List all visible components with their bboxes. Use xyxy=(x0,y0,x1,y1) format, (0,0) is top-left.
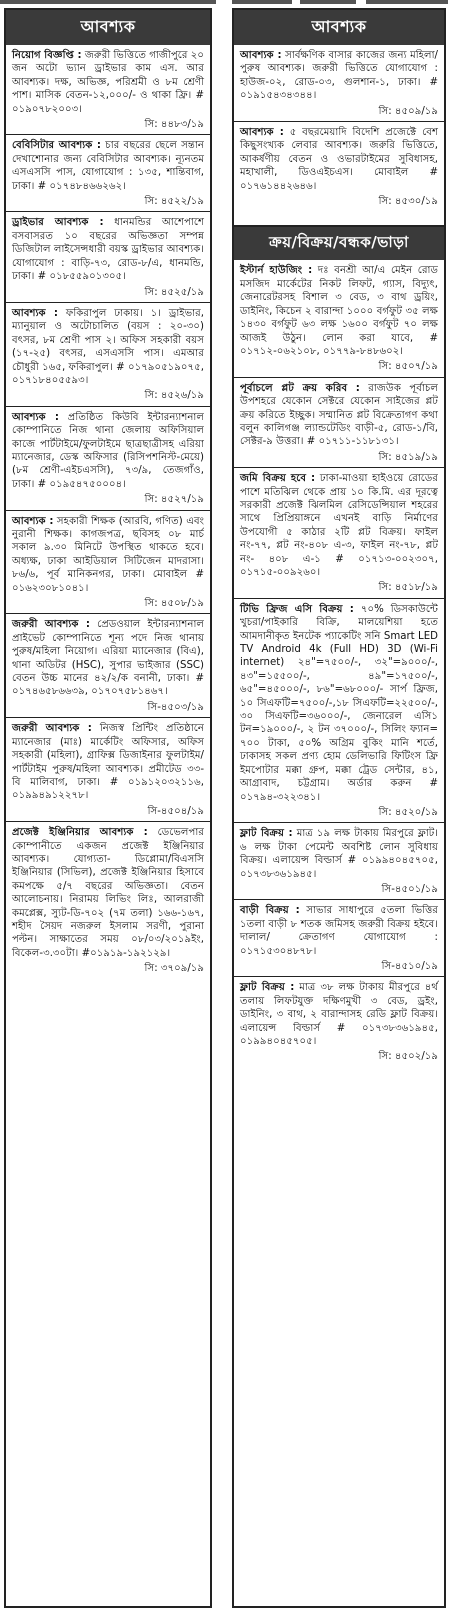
ad-body: ৭০% ডিসকাউন্টে খুচরা/পাইকারি বিক্রি, মালয়েশিয়া হতে আমদানীকৃত ইনটেক প্যাকেটিং সনি Smart LED TV Android 4k (Full HD) 3D (Wi-Fi internet) ২৪"=৭৫০০/-, ৩২"=৯০০০/-, ৪৩"=১৫৫০০/-, ৪৯"=১৭৫০০/-, ৬৫"=৪৫০০০/-, ৮৬"=৬৮০০০/- সার্প ফ্রিজ, ১০ সিএফটি=৭৫০০/-,১৮ সিএফটি=২২৫০০/-, ৩০ সিএফটি=৩৬০০০/-, জেনারেল এসি১ টন=১৯০০০/-, ২ টন ৩৭০০০/-, সিলিং ফ্যান= ৭০০ টাকা, ৫০% অগ্রিম বুকিং মানি শর্তে, ঢাকাসহ সকল প্রণ্য হোম ডেলিভারি ফিটিংস ফ্রি ইমপোটার মক্কা গ্রুপ, মক্কা ট্রেড সেন্টার, ৪১, আগ্রাবাদ, চট্টগ্রাম। অর্ডার করুন # ০১৭৯৪-৩২২৩৪১। xyxy=(240,603,438,803)
ad-title: জরুরী আবশ্যক : xyxy=(12,619,90,631)
ad-ref-code: সি-৪৫০১/১৯ xyxy=(381,883,438,895)
classified-ad xyxy=(6,511,210,615)
ad-ref-code: সি: ৪৫১৮/১৯ xyxy=(378,582,438,594)
ad-body: ঢাকা-মাওয়া হাইওয়ে রোডের পাশে মতিঝিল থেকে প্রায় ১০ কি.মি. এর দূরত্বে সরকারী প্রজেক্ট ঝিলমিল রেসিডেন্সিয়াল শহরের সাথে প্রিপ্রিয়াঙ্গনে এখনই বাড়ি নির্মাণের উপযোগী ৫ কাঠার ২টি প্লট বিক্রয়। ফাইল নং-৭৭, প্লট নং-৪০৮ এ-৩, ফাইল নং-৭৮, প্লট নং- ৪০৮ এ-১ # ০১৭১৩-০০২৩০৭, ০১৭১৫-০০৯২৬০। xyxy=(240,473,438,578)
ad-ref-code: সি: ৪৫২০/১৯ xyxy=(378,806,438,818)
ad-title: বেবিসিটার আবশ্যক : xyxy=(12,140,101,152)
ad-title: জমি বিক্রয় হবে : xyxy=(240,473,316,485)
ad-title: আবশ্যক : xyxy=(12,411,59,423)
ad-title: নিয়োগ বিজ্ঞপ্তি : xyxy=(12,50,82,61)
ad-title: টিভি ফ্রিজ এসি বিক্রয় : xyxy=(240,603,354,615)
left-column xyxy=(4,8,212,1608)
section-heading: আবশ্যক xyxy=(234,10,444,45)
classified-ad xyxy=(6,614,210,718)
ad-title: জরুরী আবশ্যক : xyxy=(12,723,92,735)
ad-title: বাড়ী বিক্রয় : xyxy=(240,905,300,917)
top-rule-right xyxy=(366,0,448,4)
ad-title: আবশ্যক : xyxy=(240,50,282,61)
ad-title: আবশ্যক : xyxy=(240,127,284,139)
ad-ref-code: সি: ৪৫৩০/১৯ xyxy=(378,196,438,208)
top-rule-mid2 xyxy=(300,0,356,4)
ad-title: আবশ্যক : xyxy=(12,515,54,527)
right-column xyxy=(232,8,446,1608)
ad-ref-code: সি-৪৫০৪/১৯ xyxy=(147,805,204,817)
ad-ref-code: সি: ৪৪৮৩/১৯ xyxy=(144,119,204,131)
ad-title: ফ্লাট বিক্রয় : xyxy=(240,982,295,994)
section-heading: আবশ্যক xyxy=(6,10,210,45)
classified-ad xyxy=(234,45,444,122)
classified-ad xyxy=(234,823,444,900)
ad-list xyxy=(6,45,210,979)
ad-body: মাত্র ৩৮ লক্ষ টাকায় মীরপুরে ৪র্থ তলায় লিফটযুক্ত দক্ষিণমুখী ৩ বেড, ড্রইং, ডাইনিং, ৩ বাথ, ২ বারান্দাসহ রেডি ফ্লাট বিক্রয়। এলায়েন্স বিল্ডার্স # ০১৭৩৮৩৬১৯৪৫, ০১৯৯৪০৪৫৭০৫। xyxy=(240,982,438,1047)
ad-body: নিজস্ব প্রিন্টিং প্রতিষ্ঠানে ম্যানেজার (মাঃ) মার্কেটিং অফিসার, অফিস সহকারী (মহিলা), গ্রাফিক্স ডিজাইনার ফুলটাইম/ পার্টটাইম পুরুষ/মহিলা আবশ্যক। প্রমীটেড ৩৩-বি মালিবাগ, ঢাকা। # ০১৯১২০৩২১১৬, ০১৯৯৪৯১২২৭৮। xyxy=(12,723,204,802)
ad-ref-code: সি: ৪৫২২/১৯ xyxy=(144,196,204,208)
ad-body: সার্বক্ষণিক বাসার কাজের জন্য মহিলা/পুরুষ আবশ্যক। জরুরী ভিত্তিতে যোগাযোগ : হাউজ-০২, রোড-০৩, গুলশান-১, ঢাকা। # ০১৯১৫৪৩৪৩৪৪। xyxy=(240,50,438,102)
classified-ad xyxy=(234,122,444,211)
ad-ref-code: সি-৪৫১০/১৯ xyxy=(381,960,438,972)
ad-title: ফ্লাট বিক্রয় : xyxy=(240,828,293,840)
ad-ref-code: সি: ৪৫২৭/১৯ xyxy=(144,494,204,506)
ad-ref-code: সি-৪৫০৩/১৯ xyxy=(147,701,204,713)
top-rule-left xyxy=(0,0,216,4)
ad-ref-code: সি: ৪৫০৯/১৯ xyxy=(378,105,438,117)
top-rule-mid xyxy=(232,0,292,4)
classified-ad xyxy=(234,378,444,468)
ad-body: জরুরী ভিত্তিতে গাজীপুরে ২০ জন অটো ভ্যান ড্রাইভার কাম এস. আর আবশ্যক। দক্ষ, অভিজ্ঞ, পরিশ্রমী ও ৮ম শ্রেণী পাশ। মাসিক বেতন-১২,০০০/- ও থাকা ফ্রি। # ০১৯০৭৮২০০৩। xyxy=(12,50,204,115)
ad-body: মাত্র ১৯ লক্ষ টাকায় মিরপুরে ফ্লাট। ৬ লক্ষ টাকা পেমেন্ট অবশিষ্ট লোন সুবিধায় বিক্রয়। এলায়েন্স বিল্ডার্স # ০১৯৯৪০৪৫৭০৫, ০১৭৩৮৩৬১৯৪৫। xyxy=(240,828,438,880)
property-section xyxy=(234,225,444,1066)
classified-ad xyxy=(234,599,444,824)
classified-ad xyxy=(6,212,210,302)
ad-body: ধানমন্ডির আশেপাশে বসবাসরত ১০ বছরের অভিজ্ঞতা সম্পন্ন ডিজিটাল লাইসেন্সধারী বয়স্ক ড্রাইভার আবশ্যক। যোগাযোগ : বাড়ি-৭৩, রোড-৮/এ, ধানমন্ডি, ঢাকা। # ০১৮৫৫৯০১৩০৫। xyxy=(12,217,204,283)
ad-list xyxy=(234,45,444,211)
classified-ad xyxy=(6,45,210,135)
ad-body: ডেভেলপার কোম্পানীতে একজন প্রজেক্ট ইঞ্জিনিয়ার আবশ্যক। যোগ্যতা- ডিপ্লোমা/বিএসসি ইঞ্জিনিয়ার (সিভিল), প্রজেক্ট ইঞ্জিনিয়ার হিসাবে কমপক্ষে ৫/৭ বছরের অভিজ্ঞতা। বেতন আলোচনায়। নিরাময় লিভিং লিঃ, আলরাজী কমপ্লেক্স, স্যুট-ডি-৭০২ (৭ম তলা) ১৬৬-১৬৭, শহীদ সৈয়দ নজরুল ইসলাম সরণী, পুরানা পল্টন। সাক্ষাতের সময় ০৮/০৩/২০১৯ইং, বিকেল-৩.৩০টা। #০১৯১৯-১৯২১২৯। xyxy=(12,827,204,959)
ad-body: সাভার সাধাপুরে ৫তলা ভিত্তির ১তলা বাড়ী ৮ শতক জমিসহ জরুরী বিক্রয় হইবে। দালাল/ ক্রেতাগণ যোগাযোগ : ০১৭১৫৩০৪৮৭৮। xyxy=(240,905,438,957)
ad-ref-code: সি: ৪৫২৫/১৯ xyxy=(144,286,204,298)
ad-ref-code: সি: ৪৫১৯/১৯ xyxy=(378,451,438,463)
ad-body: রাজউক পূর্বাচল উপশহরে যেকোন সেক্টরে যেকোন সাইজের প্লট ক্রয় করিতে ইচ্ছুক। সম্মানিত প্লট বিক্রেতাগণ কথা বলুন কালিগঞ্জ ল্যান্ডটেডিং বাড়ী-৫, রোড-১/বি, সেক্টর-৯ উত্তরা। # ০১৭১১-১১৮১৩১। xyxy=(240,382,438,448)
classified-ad xyxy=(234,260,444,377)
classified-ad xyxy=(6,135,210,212)
section-heading: ক্রয়/বিক্রয়/বন্ধক/ভাড়া xyxy=(234,227,444,260)
ad-body: ৫ বছরমেয়াদি বিদেশি প্রজেক্টে বেশ কিছুসংখ্যক লেবার আবশ্যক। জরুরি ভিত্তিতে, আকর্ষণীয় বেতন ও ওভারটাইমের সুবিধাসহ, মহাখালী, ডিওএইচএস। মোবাইল # ০১৭৬১৪৪২৬৪৬। xyxy=(240,127,438,192)
classified-ad xyxy=(6,407,210,511)
classified-ad xyxy=(234,900,444,977)
ad-body: ফকিরাপুল ঢাকায়। ১। ড্রাইভার, ম্যানুয়াল ও অটোচালিত (বয়স : ২০-৩০) বৎসর, ৮ম শ্রেণী পাস ২। অফিস সহকারী বয়স (১৭-২৫) বৎসর, এসএসসি পাস। এমআর চৌধুরী ১৬৫, ফকিরাপুল। # ০১৭৯০৫১৯০৭৫, ০১৭১৮৪০৫৫৯৩। xyxy=(12,307,204,386)
ad-ref-code: সি: ৪৫২৬/১৯ xyxy=(144,390,204,402)
ad-ref-code: সি: ৪৫০৮/১৯ xyxy=(144,598,204,610)
ad-title: প্রজেক্ট ইঞ্জিনিয়ার আবশ্যক : xyxy=(12,827,148,839)
ad-ref-code: সি: ৪৫০৭/১৯ xyxy=(378,361,438,373)
ad-title: পূর্বাচলে প্লট ক্রয় করিব : xyxy=(240,382,360,394)
classified-ad xyxy=(234,468,444,599)
ad-ref-code: সি: ৩৭০৯/১৯ xyxy=(144,963,204,975)
classified-ad xyxy=(6,718,210,822)
ad-body: সহকারী শিক্ষক (আরবি, গণিত) এবং নুরানী শিক্ষক। কাগজপত্র, ছবিসহ ০৮ মার্চ সকাল ৯.৩০ মিনিটে উপস্থিত থাকতে হবে। অধ্যক্ষ, ঢাকা আইডিয়াল সিটিজেন মাদরাসা। ৮৬/৬, পূর্ব মানিকনগর, ঢাকা। মোবাইল # ০১৬২৩০৮১০৪১। xyxy=(12,515,204,594)
ad-ref-code: সি: ৪৫০২/১৯ xyxy=(378,1051,438,1063)
ad-body: দঃ বনশ্রী আ/এ মেইন রোড মসজিদ মার্কেটের নিকট লিফট, গ্যাস, বিদ্যুৎ, জেনারেটরসহ বিশাল ৩ বেড, ৩ বাথ ড্রয়িং, ডাইনিং, কিচেন ২ বারান্দা ১০০০ বর্গফুট ৩৫ লক্ষ ১৪৩০ বর্গফুট ৬৩ লক্ষ ১৬০০ বর্গফুট ৭০ লক্ষ আজই উঠুন। লোন করা যাবে, # ০১৭১২-০৬২১০৮, ০১৭৭৯-৮৪৮৬০২। xyxy=(240,265,439,357)
ad-list xyxy=(234,260,444,1066)
ad-body: প্রেডওয়াল ইন্টারন্যাশনাল প্রাইভেট কোম্পানিতে শূন্য পদে নিজ থানায় পুরুষ/মহিলা নিয়োগ। এরিয়া ম্যানেজার (বিএ), থানা অডিটর (HSC), সুপার ভাইজার (SSC) বেতন উচ্চ মানের ৪২/২/ক বনানী, ঢাকা। # ০১৭৪৬৫৮৬৬৩৯, ০১৭০৭৫৮১৪৬৭। xyxy=(12,619,204,698)
ad-title: আবশ্যক : xyxy=(12,307,58,319)
ad-body: প্রতিষ্ঠিত কিউবি ইন্টারন্যাশনাল কোম্পানিতে নিজ থানা জেলায় অফিসিয়াল কাজে পার্টটাইমে/ফুলটাইমে ছাত্রছাত্রীসহ এরিয়া ম্যানেজার, ডেস্ক অফিসার (রিসিপশনিস্ট-মেয়ে) (৮ম শ্রেণী-এইচএসসি), ৭৩/৯, তেজগাঁও, ঢাকা। # ০১৯৫৪৭৫০০০৪। xyxy=(12,411,204,490)
classified-ad xyxy=(6,822,210,978)
ad-body: চার বছরের ছেলে সন্তান দেখাশোনার জন্য বেবিসিটার আবশ্যক। ন্যূনতম এসএসসি পাস, যোগাযোগ : ১৩৫, শান্তিবাগ, ঢাকা। # ০১৭৪৮৪৬৬২৬২। xyxy=(12,140,204,192)
classified-ad xyxy=(6,303,210,407)
classified-ad xyxy=(234,977,444,1066)
ad-title: ইস্টার্ন হাউজিং : xyxy=(240,265,313,277)
ad-title: ড্রাইভার আবশ্যক : xyxy=(12,217,104,229)
